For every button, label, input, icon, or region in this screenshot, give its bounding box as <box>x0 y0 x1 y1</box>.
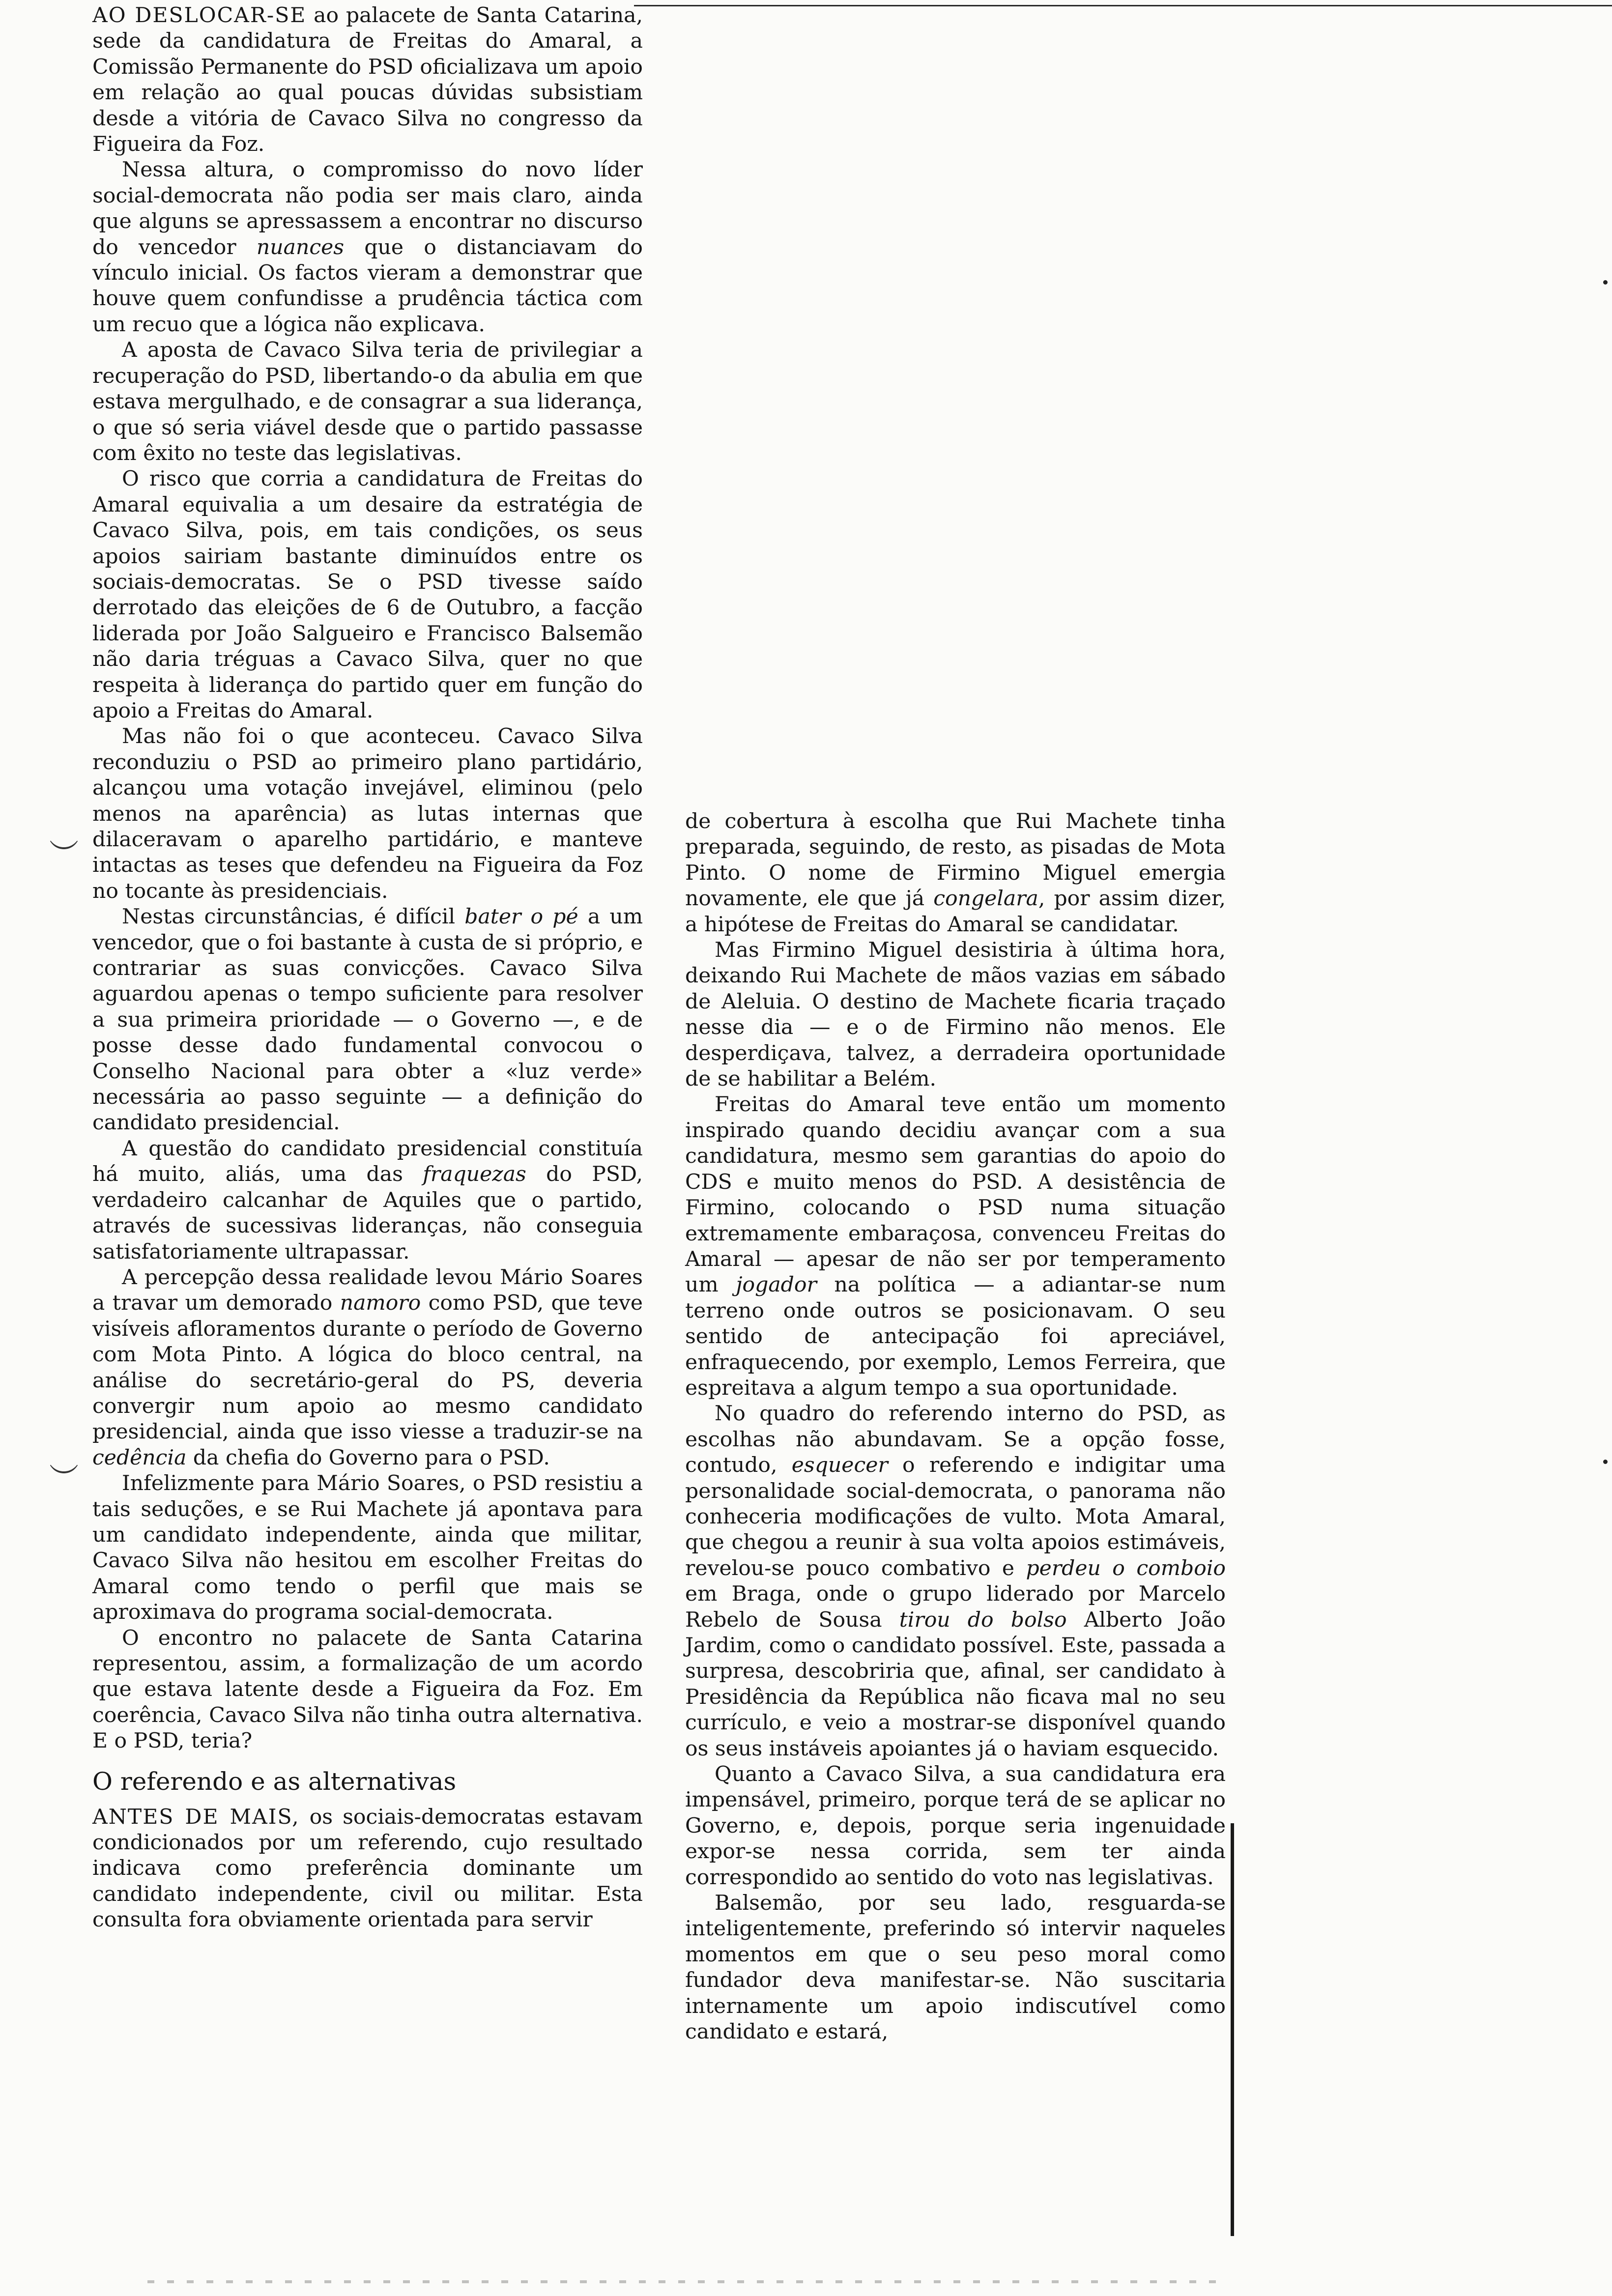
paragraph-text: Freitas do Amaral teve então um momento inspirado quando decidiu avançar com a sua candidatura, mesmo sem garantias do apoio do CDS e muito menos do PSD. A desistência de Firmino, colocando o PSD numa situação extremamente embaraçosa, convenceu Freitas do Amaral — apesar de não ser por temperamento um <box>685 1092 1226 1297</box>
paragraph <box>92 1805 643 1933</box>
paragraph-text: No quadro do referendo interno do PSD, as escolhas não abundavam. Se a opção fosse, contudo, <box>685 1402 1226 1478</box>
paragraph-text: , por assim dizer, a hipótese de Freitas do Amaral se candidatar. <box>685 887 1226 937</box>
paragraph-text: o referendo e indigitar uma personalidade social-democrata, o panorama não conheceria modificações de vulto. Mota Amaral, que chegou a reunir à sua volta apoios estimáveis, revelou-se pouco combativo e <box>685 1453 1226 1580</box>
paragraph-text: do PSD, verdadeiro calcanhar de Aquiles que o partido, através de sucessivas lideranças, não conseguia satisfatoriamente ultrapassar. <box>92 1162 643 1264</box>
left-column <box>92 3 643 1933</box>
paragraph-text: Nestas circunstâncias, é difícil <box>122 905 465 929</box>
paragraph <box>685 1401 1226 1762</box>
paragraph-text: em Braga, onde o grupo liderado por Marcelo Rebelo de Sousa <box>685 1582 1226 1632</box>
pencil-margin-mark: ︶ <box>49 838 79 872</box>
paragraph-text: de cobertura à escolha que Rui Machete tinha preparada, seguindo, de resto, as pisadas de Mota Pinto. O nome de Firmino Miguel emergia novamente, ele que já <box>685 809 1226 911</box>
paragraph <box>685 1092 1226 1401</box>
paragraph: O encontro no palacete de Santa Catarina representou, assim, a formalização de um acordo que estava latente desde a Figueira da Foz. Em coerência, Cavaco Silva não tinha outra alternativa. E o PSD, teria? <box>92 1626 643 1753</box>
paragraph-text: a um vencedor, que o foi bastante à custa de si próprio, e contrariar as suas convicções. Cavaco Silva aguardou apenas o tempo suficiente para resolver a sua primeira prioridade — o Governo —, e de posse desse dado fundamental convocou o Conselho Nacional para obter a «luz verde» necessária ao passo seguinte — a definição do candidato presidencial. <box>92 905 643 1135</box>
paragraph <box>685 809 1226 938</box>
emphasis: bater o pé <box>464 905 578 929</box>
paragraph-text: Nessa altura, o compromisso do novo líder social-democrata não podia ser mais claro, ainda que alguns se apressassem a encontrar no discurso do vencedor <box>92 158 643 259</box>
scan-noise-strip <box>147 2280 1229 2283</box>
paragraph <box>92 3 643 157</box>
paragraph-text: que o distanciavam do vínculo inicial. Os factos vieram a demonstrar que houve quem confundisse a prudência táctica com um recuo que a lógica não explicava. <box>92 235 643 337</box>
paragraph: A aposta de Cavaco Silva teria de privilegiar a recuperação do PSD, libertando-o da abulia em que estava mergulhado, e de consagrar a sua liderança, o que só seria viável desde que o partido passasse com êxito no teste das legislativas. <box>92 338 643 465</box>
paragraph-text: A percepção dessa realidade levou Mário Soares a travar um demorado <box>92 1265 643 1316</box>
pencil-margin-mark: ︶ <box>49 1462 79 1496</box>
emphasis: congelara <box>933 887 1038 911</box>
paragraph <box>92 1265 643 1471</box>
paragraph-text: A questão do candidato presidencial constituía há muito, aliás, uma das <box>92 1136 643 1187</box>
scan-dot <box>1603 1460 1608 1464</box>
top-rule <box>634 5 1612 6</box>
paragraph: Infelizmente para Mário Soares, o PSD resistiu a tais seduções, e se Rui Machete já apontava para um candidato independente, ainda que militar, Cavaco Silva não hesitou em escolher Freitas do Amaral como tendo o perfil que mais se aproximava do programa social-democrata. <box>92 1471 643 1625</box>
paragraph-text: os sociais-democratas estavam condicionados por um referendo, cujo resultado indicava como preferência dominante um candidato independente, civil ou militar. Esta consulta fora obviamente orientada para servir <box>92 1805 643 1932</box>
emphasis: cedência <box>92 1445 187 1470</box>
paragraph-text: da chefia do Governo para o PSD. <box>186 1445 550 1470</box>
emphasis: perdeu o comboio <box>1026 1556 1226 1580</box>
lead-caps: AO DESLOCAR-SE <box>92 3 307 28</box>
emphasis: jogador <box>736 1273 817 1297</box>
paragraph: Quanto a Cavaco Silva, a sua candidatura era impensável, primeiro, porque terá de se aplicar no Governo, e, depois, porque seria ingenuidade expor-se nessa corrida, sem ter ainda correspondido ao sentido do voto nas legislativas. <box>685 1762 1226 1890</box>
emphasis: namoro <box>340 1291 421 1316</box>
paragraph <box>92 157 643 338</box>
paragraph: O risco que corria a candidatura de Freitas do Amaral equivalia a um desaire da estratégia de Cavaco Silva, pois, em tais condições, os seus apoios sairiam bastante diminuídos entre os sociais-democratas. Se o PSD tivesse saído derrotado das eleições de 6 de Outubro, a facção liderada por João Salgueiro e Francisco Balsemão não daria tréguas a Cavaco Silva, quer no que respeita à liderança do partido quer em função do apoio a Freitas do Amaral. <box>92 467 643 723</box>
paragraph-text: como PSD, que teve visíveis afloramentos durante o período de Governo com Mota Pinto. A lógica do bloco central, na análise do secretário-geral do PS, deveria convergir num apoio ao mesmo candidato presidencial, ainda que isso viesse a traduzir-se na <box>92 1291 643 1444</box>
paragraph: Mas não foi o que aconteceu. Cavaco Silva reconduziu o PSD ao primeiro plano partidário, alcançou uma votação invejável, eliminou (pelo menos na aparência) as lutas internas que dilaceravam o aparelho partidário, e manteve intactas as teses que defendeu na Figueira da Foz no tocante às presidenciais. <box>92 724 643 903</box>
right-column <box>685 809 1226 2045</box>
paragraph-text: na política — a adiantar-se num terreno onde outros se posicionavam. O seu sentido de antecipação foi apreciável, enfraquecendo, por exemplo, Lemos Ferreira, que espreitava a algum tempo a sua oportunidade. <box>685 1273 1226 1400</box>
paragraph-text: ao palacete de Santa Catarina, sede da candidatura de Freitas do Amaral, a Comissão Permanente do PSD oficializava um apoio em relação ao qual poucas dúvidas subsistiam desde a vitória de Cavaco Silva no congresso da Figueira da Foz. <box>92 3 643 157</box>
paragraph <box>92 904 643 1136</box>
emphasis: nuances <box>256 235 345 259</box>
emphasis: fraquezas <box>423 1162 526 1187</box>
paragraph <box>92 1136 643 1265</box>
emphasis: tirou do bolso <box>899 1607 1067 1632</box>
scan-dot <box>1603 280 1608 285</box>
side-bar-mark <box>1231 1823 1234 2236</box>
section-subheading: O referendo e as alternativas <box>92 1767 457 1796</box>
emphasis: esquecer <box>791 1453 888 1478</box>
paragraph: Balsemão, por seu lado, resguarda-se inteligentemente, preferindo só intervir naqueles momentos em que o seu peso moral como fundador deva manifestar-se. Não suscitaria internamente um apoio indiscutível como candidato e estará, <box>685 1891 1226 2044</box>
paragraph: Mas Firmino Miguel desistiria à última hora, deixando Rui Machete de mãos vazias em sábado de Aleluia. O destino de Machete ficaria traçado nesse dia — e o de Firmino não menos. Ele desperdiçava, talvez, a derradeira oportunidade de se habilitar a Belém. <box>685 938 1226 1091</box>
paragraph-text: Alberto João Jardim, como o candidato possível. Este, passada a surpresa, descobriria que, afinal, ser candidato à Presidência da República não ficava mal no seu currículo, e veio a mostrar-se disponível quando os seus instáveis apoiantes já o haviam esquecido. <box>685 1607 1226 1761</box>
lead-caps: ANTES DE MAIS, <box>92 1805 300 1829</box>
